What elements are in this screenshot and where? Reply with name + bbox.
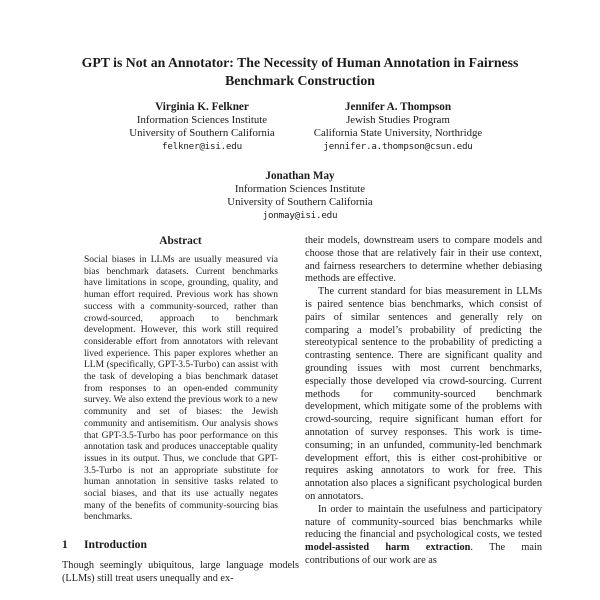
introduction-paragraph: Though seemingly ubiquitous, large language models (LLMs) still treat users unequally and ex- [62,560,299,584]
author-email: felkner@isi.edu [162,141,242,152]
paper-title-line1: GPT is Not an Annotator: The Necessity of Human Annotation in Fairness [81,55,519,70]
section-title: Introduction [84,538,147,552]
author-email: jennifer.a.thompson@csun.edu [323,141,473,152]
abstract-heading: Abstract [159,235,202,247]
author-name: Jonathan May [265,170,335,182]
left-column [62,235,299,586]
abstract-text: Social biases in LLMs are usually measured via bias benchmark datasets. Current benchmarks have limitations in scope, grounding, quality, and human effort required. Previous work has shown success with a community-sourced, rather than crowd-sourced, approach to benchmark development. However, this work still required considerable effort from annotators with relevant lived experience. This paper explores whether an LLM (specifically, GPT-3.5-Turbo) can assist with the task of developing a bias benchmark dataset from responses to an open-ended community survey. We also extend the previous work to a new community and set of biases: the Jewish community and antisemitism. Our analysis shows that GPT-3.5-Turbo has poor performance on this annotation task and produces unacceptable quality issues in its output. Thus, we conclude that GPT-3.5-Turbo is not an appropriate substitute for human annotation in sensitive tasks related to social biases, and that its use actually negates many of the benefits of community-sourcing bias benchmarks. [84,255,278,523]
paragraph-text: . The main contributions of our work are as [305,542,543,566]
bold-phrase: model-assisted harm extraction [305,542,471,554]
author-email: jonmay@isi.edu [262,210,338,221]
author-affiliation: Information Sciences Institute [136,114,268,126]
author-affiliation: Information Sciences Institute [234,183,366,195]
author-affiliation: University of Southern California [227,196,373,208]
author-affiliation: California State University, Northridge [313,127,483,139]
author-name: Jennifer A. Thompson [344,101,452,113]
author-affiliation: Jewish Studies Program [346,114,450,126]
body-paragraph [305,504,542,568]
author-may [202,170,398,222]
author-affiliation: University of Southern California [129,127,275,139]
section-heading-introduction [62,538,299,551]
authors-row-2 [0,170,600,222]
two-column-body [0,235,600,586]
authors-row [0,101,600,153]
paper-title [0,0,600,89]
paragraph-text: In order to maintain the usefulness and participatory nature of community-sourced bias benchmarks while reducing the financial and psychological costs, we tested [305,503,542,541]
author-felkner [104,101,300,153]
right-column [305,235,542,586]
paper-title-line2: Benchmark Construction [225,72,375,88]
body-paragraph: The current standard for bias measurement in LLMs is paired sentence bias benchmarks, which consist of pairs of similar sentences and generally rely on comparing a model’s probability of predicting the stereotypical sentence to the probability of predicting a contrasting sentence. There are significant quality and grounding issues with most current benchmarks, especially those developed via crowd-sourcing. Current methods for community-sourced benchmark development, which mitigate some of the problems with crowd-sourcing, require significant human effort for annotation of survey responses. This work is time-consuming; in an unfunded, community-led benchmark development effort, this is either cost-prohibitive or requires asking annotators to work for free. This annotation also places a significant psychological burden on annotators. [305,286,542,502]
author-name: Virginia K. Felkner [155,101,249,113]
author-thompson [300,101,496,153]
section-number: 1 [62,538,68,552]
body-paragraph-continuation: their models, downstream users to compare models and choose those that are relatively fair in their use context, and fairness researchers to determine whether debiasing methods are effective. [305,235,542,285]
